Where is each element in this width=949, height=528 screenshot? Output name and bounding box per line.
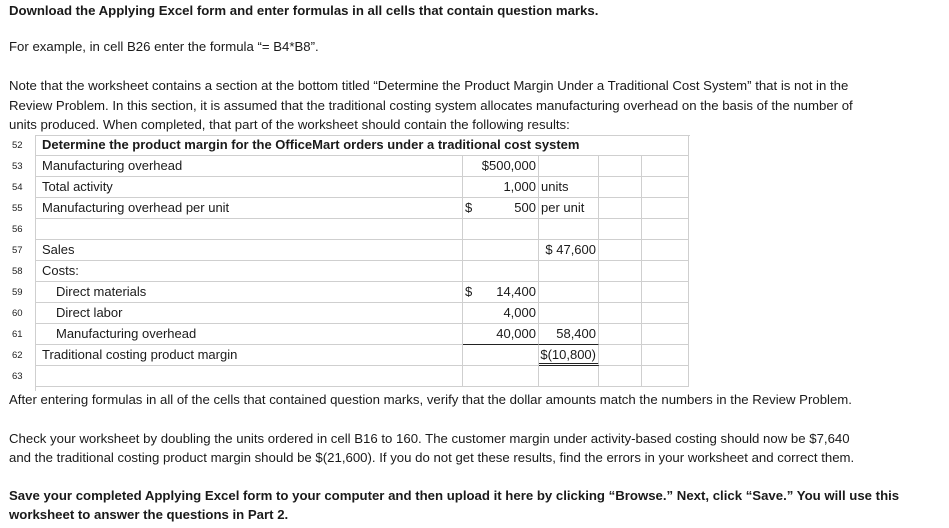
row-number: 60 bbox=[12, 308, 23, 319]
spreadsheet bbox=[9, 135, 689, 391]
cell-value: 500 bbox=[514, 200, 536, 215]
cell[interactable] bbox=[463, 156, 539, 177]
cell[interactable] bbox=[35, 282, 463, 303]
cell[interactable] bbox=[35, 261, 463, 282]
cell[interactable] bbox=[642, 177, 689, 198]
cell[interactable] bbox=[539, 261, 599, 282]
cell[interactable] bbox=[599, 240, 642, 261]
cell[interactable] bbox=[463, 366, 539, 387]
cell[interactable] bbox=[642, 156, 689, 177]
cell-value: $ 47,600 bbox=[545, 242, 596, 257]
cell[interactable] bbox=[599, 156, 642, 177]
sheet-row bbox=[9, 198, 689, 219]
cell[interactable] bbox=[599, 219, 642, 240]
sheet-row bbox=[9, 240, 689, 261]
row-label: Manufacturing overhead bbox=[42, 158, 183, 173]
cell[interactable] bbox=[539, 324, 599, 345]
cell[interactable] bbox=[642, 282, 689, 303]
cell[interactable] bbox=[35, 156, 463, 177]
cell[interactable] bbox=[35, 240, 463, 261]
cell[interactable] bbox=[463, 345, 539, 366]
row-label: Direct labor bbox=[56, 305, 123, 320]
cell-value: 40,000 bbox=[496, 326, 536, 341]
cell[interactable] bbox=[599, 366, 642, 387]
cell[interactable] bbox=[539, 240, 599, 261]
save-line-1: Save your completed Applying Excel form to your computer and then upload it here by clicking “Browse.” Next, click “Save.” You will use this bbox=[9, 488, 900, 503]
row-number: 54 bbox=[12, 182, 23, 193]
note-line-3: units produced. When completed, that part of the worksheet should contain the following results: bbox=[9, 117, 570, 132]
currency-symbol: $ bbox=[465, 200, 473, 215]
cell[interactable] bbox=[463, 177, 539, 198]
row-number: 63 bbox=[12, 371, 23, 382]
example-text: For example, in cell B26 enter the formula “= B4*B8”. bbox=[9, 39, 319, 54]
cell[interactable] bbox=[35, 219, 463, 240]
cell[interactable] bbox=[463, 324, 539, 345]
cell[interactable] bbox=[539, 156, 599, 177]
cell[interactable] bbox=[35, 135, 689, 156]
sheet-row bbox=[9, 261, 689, 282]
row-label: Traditional costing product margin bbox=[42, 347, 238, 362]
sheet-row bbox=[9, 177, 689, 198]
cell[interactable] bbox=[642, 261, 689, 282]
sheet-row bbox=[9, 219, 689, 240]
check-line-2: and the traditional costing product margin should be $(21,600). If you do not get these results, find the errors in your worksheet and correct them. bbox=[9, 450, 855, 465]
cell[interactable] bbox=[463, 303, 539, 324]
cell-value: 4,000 bbox=[503, 305, 536, 320]
cell-value: 58,400 bbox=[556, 326, 596, 341]
cell[interactable] bbox=[599, 177, 642, 198]
cell[interactable] bbox=[463, 198, 539, 219]
row-number: 57 bbox=[12, 245, 23, 256]
sheet-row bbox=[9, 156, 689, 177]
cell-value: 14,400 bbox=[496, 284, 536, 299]
row-number: 53 bbox=[12, 161, 23, 172]
cell[interactable] bbox=[35, 177, 463, 198]
cell[interactable] bbox=[642, 366, 689, 387]
row-number: 61 bbox=[12, 329, 23, 340]
cell[interactable] bbox=[35, 366, 463, 387]
row-number: 59 bbox=[12, 287, 23, 298]
sheet-row bbox=[9, 324, 689, 345]
cell[interactable] bbox=[599, 198, 642, 219]
note-line-1: Note that the worksheet contains a section at the bottom titled “Determine the Product Margin Under a Traditional Cost System” that is not in the bbox=[9, 78, 849, 93]
cell[interactable] bbox=[599, 282, 642, 303]
cell-unit: units bbox=[541, 179, 569, 194]
cell[interactable] bbox=[642, 198, 689, 219]
cell-value: 1,000 bbox=[503, 179, 536, 194]
cell[interactable] bbox=[35, 303, 463, 324]
cell[interactable] bbox=[35, 198, 463, 219]
cell[interactable] bbox=[539, 219, 599, 240]
cell[interactable] bbox=[642, 240, 689, 261]
row-label: Direct materials bbox=[56, 284, 147, 299]
row-label: Manufacturing overhead per unit bbox=[42, 200, 230, 215]
row-label: Sales bbox=[42, 242, 75, 257]
cell[interactable] bbox=[642, 219, 689, 240]
cell[interactable] bbox=[463, 261, 539, 282]
row-number: 55 bbox=[12, 203, 23, 214]
cell[interactable] bbox=[463, 219, 539, 240]
cell[interactable] bbox=[35, 324, 463, 345]
row-label: Manufacturing overhead bbox=[56, 326, 197, 341]
cell[interactable] bbox=[599, 303, 642, 324]
row-label: Costs: bbox=[42, 263, 79, 278]
cell[interactable] bbox=[35, 345, 463, 366]
cell[interactable] bbox=[642, 324, 689, 345]
instructions-heading: Download the Applying Excel form and enter formulas in all cells that contain question marks. bbox=[9, 3, 599, 18]
cell[interactable] bbox=[599, 345, 642, 366]
row-number: 62 bbox=[12, 350, 23, 361]
currency-symbol: $ bbox=[465, 284, 473, 299]
cell[interactable] bbox=[539, 282, 599, 303]
row-label: Total activity bbox=[42, 179, 113, 194]
note-line-2: Review Problem. In this section, it is assumed that the traditional costing system allocates manufacturing overhead on the basis of the number of bbox=[9, 98, 853, 113]
cell-unit: per unit bbox=[541, 200, 585, 215]
cell[interactable] bbox=[463, 240, 539, 261]
cell[interactable] bbox=[539, 303, 599, 324]
cell-value: $500,000 bbox=[481, 158, 536, 173]
cell[interactable] bbox=[539, 366, 599, 387]
cell-value: $(10,800) bbox=[540, 347, 596, 362]
sheet-row bbox=[9, 282, 689, 303]
after-text: After entering formulas in all of the cells that contained question marks, verify that the dollar amounts match the numbers in the Review Problem. bbox=[9, 392, 852, 407]
row-number: 56 bbox=[12, 224, 23, 235]
cell[interactable] bbox=[463, 282, 539, 303]
section-title: Determine the product margin for the OfficeMart orders under a traditional cost system bbox=[42, 137, 580, 152]
cell[interactable] bbox=[642, 303, 689, 324]
row-number: 52 bbox=[12, 140, 23, 151]
cell[interactable] bbox=[642, 345, 689, 366]
check-line-1: Check your worksheet by doubling the units ordered in cell B16 to 160. The customer margin under activity-based costing should now be $7,640 bbox=[9, 431, 850, 446]
cell[interactable] bbox=[599, 261, 642, 282]
sheet-row bbox=[9, 303, 689, 324]
cell[interactable] bbox=[539, 177, 599, 198]
sheet-row bbox=[9, 366, 689, 387]
cell[interactable] bbox=[539, 198, 599, 219]
row-number: 58 bbox=[12, 266, 23, 277]
save-line-2: worksheet to answer the questions in Part 2. bbox=[9, 507, 289, 522]
cell[interactable] bbox=[539, 345, 599, 366]
sheet-row bbox=[9, 135, 689, 156]
cell[interactable] bbox=[599, 324, 642, 345]
sheet-row bbox=[9, 345, 689, 366]
